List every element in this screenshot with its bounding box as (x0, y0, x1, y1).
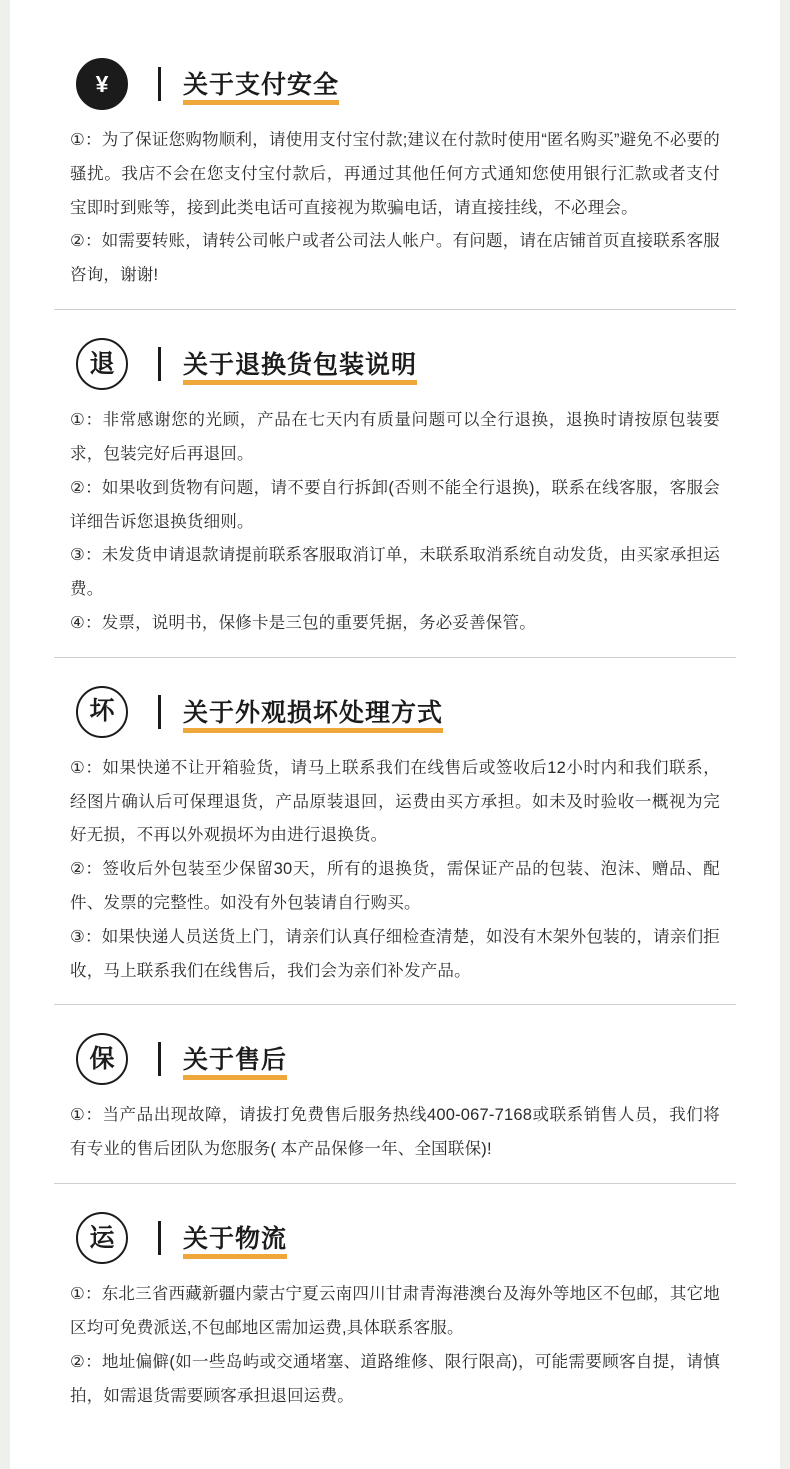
header-divider (158, 695, 161, 729)
section-title: 关于支付安全 (183, 65, 339, 103)
list-item: ③：如果快递人员送货上门，请亲们认真仔细检查清楚，如没有木架外包装的，请亲们拒收，马上联系我们在线售后，我们会为亲们补发产品。 (70, 927, 720, 980)
section-header (54, 328, 736, 404)
section-appearance-damage (54, 657, 736, 1005)
section-body (54, 752, 736, 989)
list-item: ②：如需要转账，请转公司帐户或者公司法人帐户。有问题，请在店铺首页直接联系客服咨询，谢谢! (70, 232, 720, 285)
damage-badge-icon (76, 686, 128, 738)
list-item: ①：当产品出现故障，请拔打免费售后服务热线400-067-7168或联系销售人员，我们将有专业的售后团队为您服务( 本产品保修一年、全国联保)! (70, 1106, 720, 1159)
badge-glyph: 坏 (89, 697, 115, 726)
list-item: ②：签收后外包装至少保留30天，所有的退换货，需保证产品的包装、泡沫、赠品、配件、发票的完整性。如没有外包装请自行购买。 (70, 860, 720, 912)
list-item: ②：如果收到货物有问题，请不要自行拆卸(否则不能全行退换)，联系在线客服，客服会详细告诉您退换货细则。 (70, 478, 720, 531)
list-item: ①：非常感谢您的光顾，产品在七天内有质量问题可以全行退换，退换时请按原包装要求，包装完好后再退回。 (70, 411, 720, 463)
list-item: ②：地址偏僻(如一些岛屿或交通堵塞、道路维修、限行限高)，可能需要顾客自提，请慎拍，如需退货需要顾客承担退回运费。 (70, 1352, 720, 1405)
section-payment-safety (54, 30, 736, 309)
section-body (54, 124, 736, 293)
section-title: 关于售后 (183, 1040, 287, 1078)
section-header (54, 48, 736, 124)
badge-glyph: 运 (89, 1223, 115, 1252)
return-badge-icon (76, 338, 128, 390)
header-divider (158, 67, 161, 101)
section-title: 关于外观损坏处理方式 (183, 693, 443, 731)
list-item: ①：为了保证您购物顺利，请使用支付宝付款;建议在付款时使用“匿名购买”避免不必要的骚扰。我店不会在您支付宝付款后，再通过其他任何方式通知您使用银行汇款或者支付宝即时到账等，接到此类电话可直接视为欺骗电话，请直接挂线，不必理会。 (70, 131, 720, 217)
section-body (54, 404, 736, 641)
section-header (54, 676, 736, 752)
section-body (54, 1278, 736, 1413)
header-divider (158, 347, 161, 381)
section-header (54, 1023, 736, 1099)
list-item: ③：未发货申请退款请提前联系客服取消订单，未联系取消系统自动发货，由买家承担运费。 (70, 546, 720, 599)
list-item: ①：东北三省西藏新疆内蒙古宁夏云南四川甘肃青海港澳台及海外等地区不包邮，其它地区均可免费派送,不包邮地区需加运费,具体联系客服。 (70, 1285, 720, 1337)
section-after-sales (54, 1004, 736, 1183)
header-divider (158, 1042, 161, 1076)
shipping-badge-icon (76, 1212, 128, 1264)
header-divider (158, 1221, 161, 1255)
section-body (54, 1099, 736, 1167)
section-return-packaging (54, 309, 736, 657)
list-item: ①：如果快递不让开箱验货，请马上联系我们在线售后或签收后12小时内和我们联系，经图片确认后可保理退货，产品原装退回，运费由买方承担。如未及时验收一概视为完好无损，不再以外观损坏为由进行退换货。 (70, 758, 720, 845)
badge-glyph: 退 (89, 349, 115, 378)
section-logistics (54, 1183, 736, 1429)
yuan-currency-icon (76, 58, 128, 110)
badge-glyph: ¥ (95, 70, 109, 97)
warranty-badge-icon (76, 1033, 128, 1085)
section-title: 关于物流 (183, 1219, 287, 1257)
section-title: 关于退换货包装说明 (183, 345, 417, 383)
badge-glyph: 保 (89, 1044, 115, 1073)
section-header (54, 1202, 736, 1278)
list-item: ④：发票，说明书，保修卡是三包的重要凭据，务必妥善保管。 (70, 613, 536, 632)
